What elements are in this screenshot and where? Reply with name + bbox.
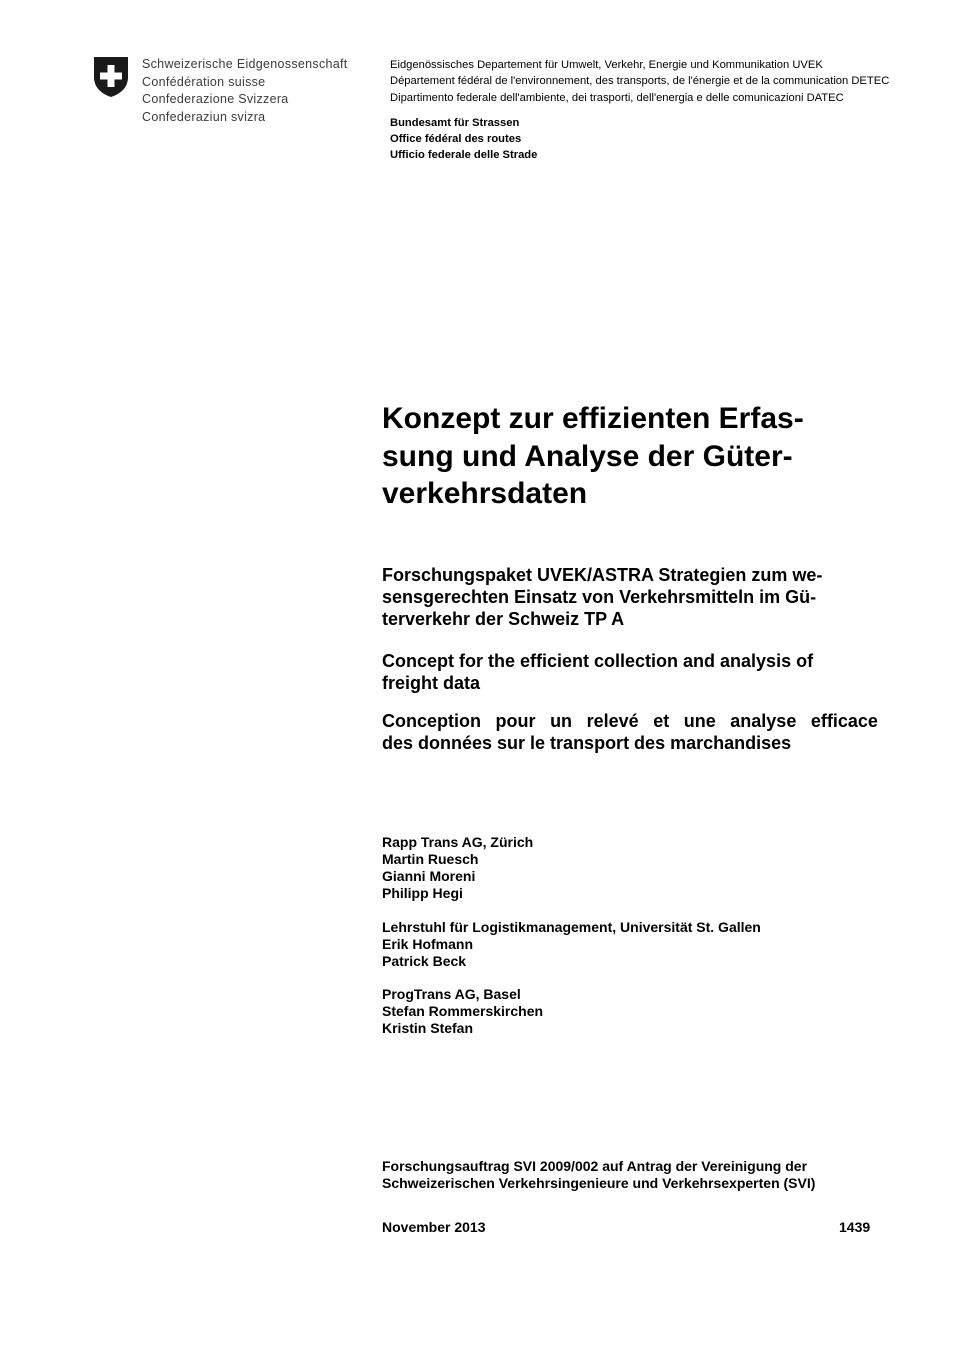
subtitle-english <box>382 650 882 694</box>
author-group-rapp-trans <box>382 834 533 902</box>
subtitle-fr-word: pour <box>495 711 536 731</box>
author-institution: ProgTrans AG, Basel <box>382 986 521 1002</box>
subtitle-fr-word: une <box>683 711 716 731</box>
author-name: Stefan Rommerskirchen <box>382 1003 544 1019</box>
subtitle-de-line: terverkehr der Schweiz TP A <box>382 609 625 629</box>
subtitle-fr-line <box>382 710 878 732</box>
swiss-coat-of-arms-icon <box>92 55 130 99</box>
subtitle-fr-line: des données sur le transport des marchandises <box>382 733 792 753</box>
subtitle-fr-word: analyse <box>730 711 797 731</box>
subtitle-fr-word: un <box>550 711 573 731</box>
author-name: Kristin Stefan <box>382 1020 474 1036</box>
report-number: 1439 <box>839 1219 871 1235</box>
confederation-names <box>142 56 348 126</box>
author-name: Erik Hofmann <box>382 936 474 952</box>
subtitle-de-line: Forschungspaket UVEK/ASTRA Strategien zum we- <box>382 565 823 585</box>
department-line-fr: Département fédéral de l'environnement, des transports, de l'énergie et de la communication DETEC <box>390 75 890 88</box>
title-line: verkehrsdaten <box>382 477 588 510</box>
author-name: Philipp Hegi <box>382 885 463 901</box>
subtitle-fr-word: efficace <box>810 711 878 731</box>
subtitle-fr-word: et <box>653 711 670 731</box>
title-line: Konzept zur effizienten Erfas- <box>382 402 804 435</box>
author-group-progtrans <box>382 986 543 1037</box>
title-line: sung und Analyse der Güter- <box>382 439 793 473</box>
office-line-fr: Office fédéral des routes <box>390 133 522 145</box>
confederation-name-fr: Confédération suisse <box>142 74 266 89</box>
subtitle-fr-word: relevé <box>586 711 639 731</box>
department-block <box>390 57 889 106</box>
research-order-line: Forschungsauftrag SVI 2009/002 auf Antrag der Vereinigung der <box>382 1158 808 1174</box>
research-order-line: Schweizerischen Verkehrsingenieure und Verkehrsexperten (SVI) <box>382 1175 816 1191</box>
office-line-de: Bundesamt für Strassen <box>390 117 520 129</box>
author-name: Martin Ruesch <box>382 851 479 867</box>
department-line-it: Dipartimento federale dell'ambiente, dei trasporti, dell'energia e delle comunicazioni DATEC <box>390 91 844 104</box>
author-group-hsg <box>382 919 761 970</box>
subtitle-en-line: Concept for the efficient collection and analysis of <box>382 651 814 671</box>
subtitle-de-line: sensgerechten Einsatz von Verkehrsmitteln im Gü- <box>382 587 817 607</box>
department-line-de: Eidgenössisches Departement für Umwelt, Verkehr, Energie und Kommunikation UVEK <box>390 59 823 71</box>
subtitle-german <box>382 564 882 630</box>
subtitle-en-line: freight data <box>382 673 481 693</box>
research-order <box>382 1158 815 1192</box>
confederation-name-it: Confederazione Svizzera <box>142 92 289 106</box>
office-line-it: Ufficio federale delle Strade <box>390 149 538 161</box>
office-block <box>390 115 537 163</box>
publication-date: November 2013 <box>382 1219 486 1235</box>
author-name: Gianni Moreni <box>382 868 476 884</box>
subtitle-fr-word: Conception <box>382 711 481 731</box>
author-institution: Lehrstuhl für Logistikmanagement, Universität St. Gallen <box>382 919 761 935</box>
confederation-name-de: Schweizerische Eidgenossenschaft <box>142 57 348 71</box>
report-title <box>382 400 902 513</box>
confederation-name-rm: Confederaziun svizra <box>142 109 266 124</box>
author-institution: Rapp Trans AG, Zürich <box>382 834 534 850</box>
author-name: Patrick Beck <box>382 953 467 969</box>
subtitle-french <box>382 710 878 754</box>
